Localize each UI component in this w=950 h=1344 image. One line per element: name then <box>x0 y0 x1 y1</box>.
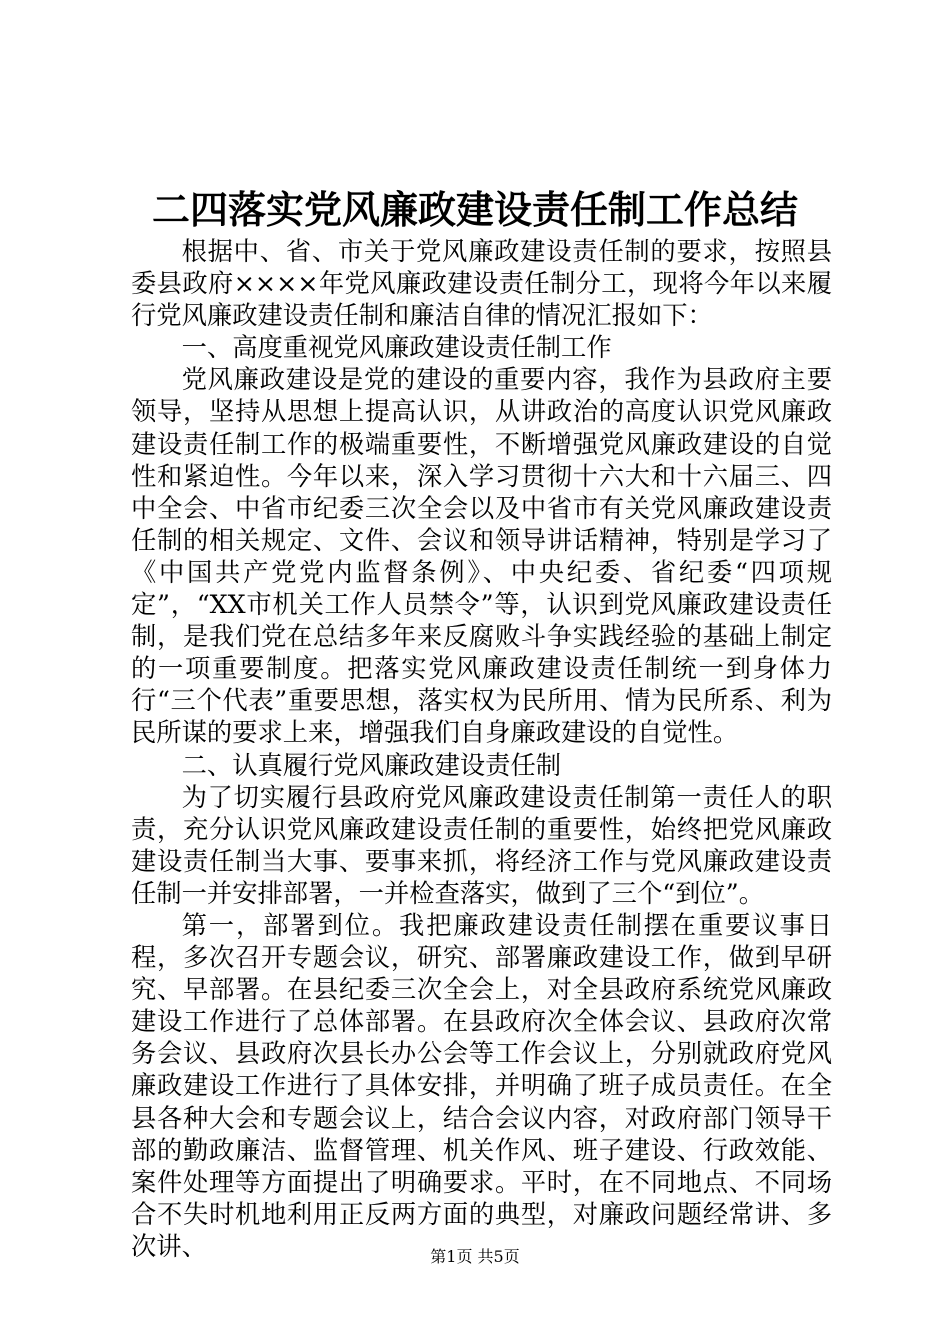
document-title: 二四落实党风廉政建设责任制工作总结 <box>151 187 798 232</box>
page-number-footer: 第1页 共5页 <box>430 1247 520 1266</box>
paragraph-deployment: 第一，部署到位。我把廉政建设责任制摆在重要议事日程，多次召开专题会议，研究、部署廉政建设工作，做到早研究、早部署。在县纪委三次全会上，对全县政府系统党风廉政建设工作进行了总体部署。在县政府次全体会议、县政府次常务会议、县政府次县长办公会等工作会议上，分别就政府党风廉政建设工作进行了具体安排，并明确了班子成员责任。在全县各种大会和专题会议上，结合会议内容，对政府部门领导干部的勤政廉洁、监督管理、机关作风、班子建设、行政效能、案件处理等方面提出了明确要求。平时，在不同地点、不同场合不失时机地利用正反两方面的典型，对廉政问题经常讲、多次讲、 <box>131 910 832 1261</box>
paragraph-section-1: 党风廉政建设是党的建设的重要内容，我作为县政府主要领导，坚持从思想上提高认识，从讲政治的高度认识党风廉政建设责任制工作的极端重要性，不断增强党风廉政建设的自觉性和紧迫性。今年以来，深入学习贯彻十六大和十六届三、四中全会、中省市纪委三次全会以及中省市有关党风廉政建设责任制的相关规定、文件、会议和领导讲话精神，特别是学习了《中国共产党党内监督条例》、中央纪委、省纪委“四项规定”，“XX市机关工作人员禁令”等，认识到党风廉政建设责任制，是我们党在总结多年来反腐败斗争实践经验的基础上制定的一项重要制度。把落实党风廉政建设责任制统一到身体力行“三个代表”重要思想，落实权为民所用、情为民所系、利为民所谋的要求上来，增强我们自身廉政建设的自觉性。 <box>131 365 832 748</box>
paragraph-section-2: 为了切实履行县政府党风廉政建设责任制第一责任人的职责，充分认识党风廉政建设责任制的重要性，始终把党风廉政建设责任制当大事、要事来抓，将经济工作与党风廉政建设责任制一并安排部署，一并检查落实，做到了三个“到位”。 <box>131 782 832 908</box>
section-heading-1: 一、高度重视党风廉政建设责任制工作 <box>181 333 612 363</box>
document-body <box>131 236 832 1263</box>
section-heading-2: 二、认真履行党风廉政建设责任制 <box>181 750 562 780</box>
paragraph-intro: 根据中、省、市关于党风廉政建设责任制的要求，按照县委县政府××××年党风廉政建设责任制分工，现将今年以来履行党风廉政建设责任制和廉洁自律的情况汇报如下： <box>131 237 832 331</box>
